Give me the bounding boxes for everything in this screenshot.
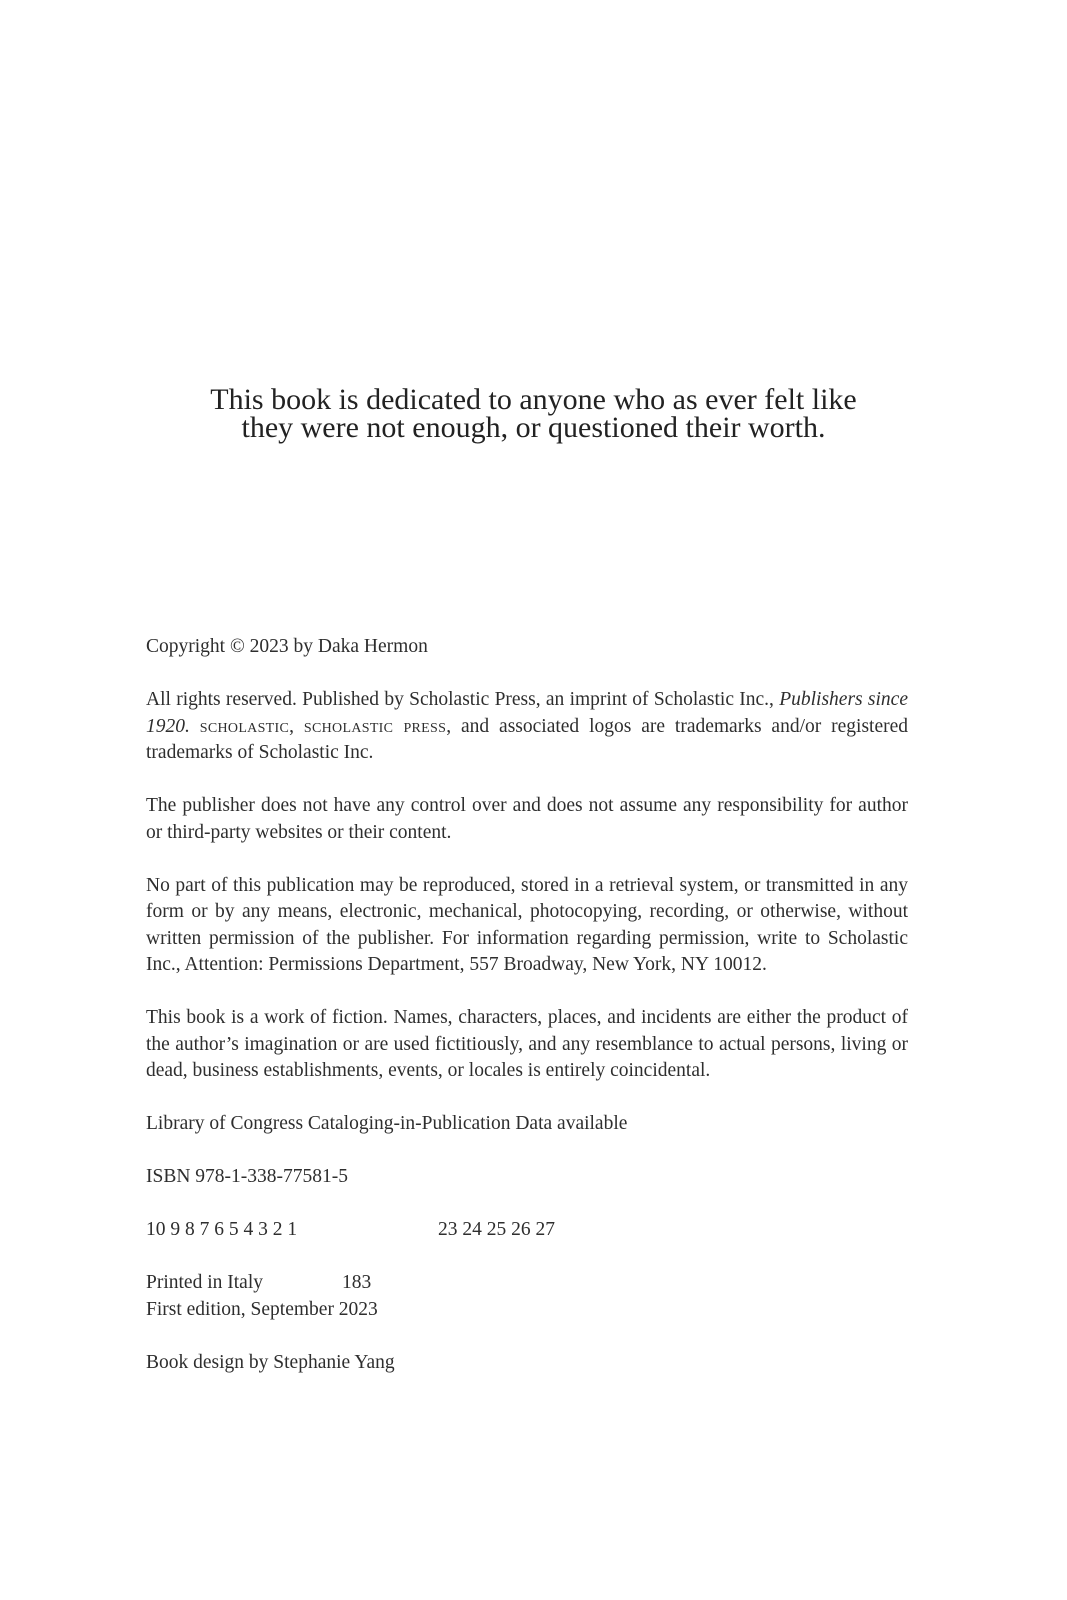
rights-paragraph	[146, 687, 908, 767]
reproduction-paragraph: No part of this publication may be reproduced, stored in a retrieval system, or transmitted in any form or by any means, electronic, mechanical, photocopying, recording, or otherwise, without written permission of the publisher. For information regarding permission, write to Scholastic Inc., Attention: Permissions Department, 557 Broadway, New York, NY 10012.	[146, 874, 908, 975]
trademark-scholastic: scholastic	[199, 715, 290, 737]
printed-in-line	[146, 1270, 908, 1297]
trademark-scholastic-press: scholastic press	[303, 715, 447, 737]
edition: First edition, September 2023	[146, 1298, 378, 1320]
dedication-line-2: they were not enough, or questioned their worth.	[241, 411, 826, 444]
copyright-page	[146, 634, 908, 1403]
print-numbers: 10 9 8 7 6 5 4 3 2 1	[146, 1219, 298, 1240]
printer-code: 183	[342, 1272, 372, 1293]
print-line	[146, 1217, 908, 1244]
publisher-since: Publishers since 1920.	[146, 689, 908, 737]
rights-separator: ,	[289, 715, 304, 737]
printed-in: Printed in Italy	[146, 1272, 263, 1293]
fiction-disclaimer: This book is a work of fiction. Names, characters, places, and incidents are either the product of the author’s imagination or are used fictitiously, and any resemblance to actual persons, living or dead, business establishments, events, or locales is entirely coincidental.	[146, 1007, 908, 1081]
rights-text-1: All rights reserved. Published by Scholastic Press, an imprint of Scholastic Inc.,	[146, 689, 780, 710]
responsibility-paragraph: The publisher does not have any control over and does not assume any responsibility for author or third-party websites or their content.	[146, 795, 908, 843]
copyright-notice: Copyright © 2023 by Daka Hermon	[146, 636, 428, 657]
year-numbers: 23 24 25 26 27	[438, 1219, 555, 1240]
isbn: ISBN 978-1-338-77581-5	[146, 1166, 349, 1187]
rights-text-2: , and associated logos are trademarks and/or registered trademarks of Scholastic Inc.	[146, 715, 909, 763]
cip-data: Library of Congress Cataloging-in-Publication Data available	[146, 1113, 628, 1134]
book-design-credit: Book design by Stephanie Yang	[146, 1351, 395, 1373]
dedication-line-1: This book is dedicated to anyone who as ever felt like	[210, 383, 857, 416]
dedication	[0, 383, 1067, 444]
